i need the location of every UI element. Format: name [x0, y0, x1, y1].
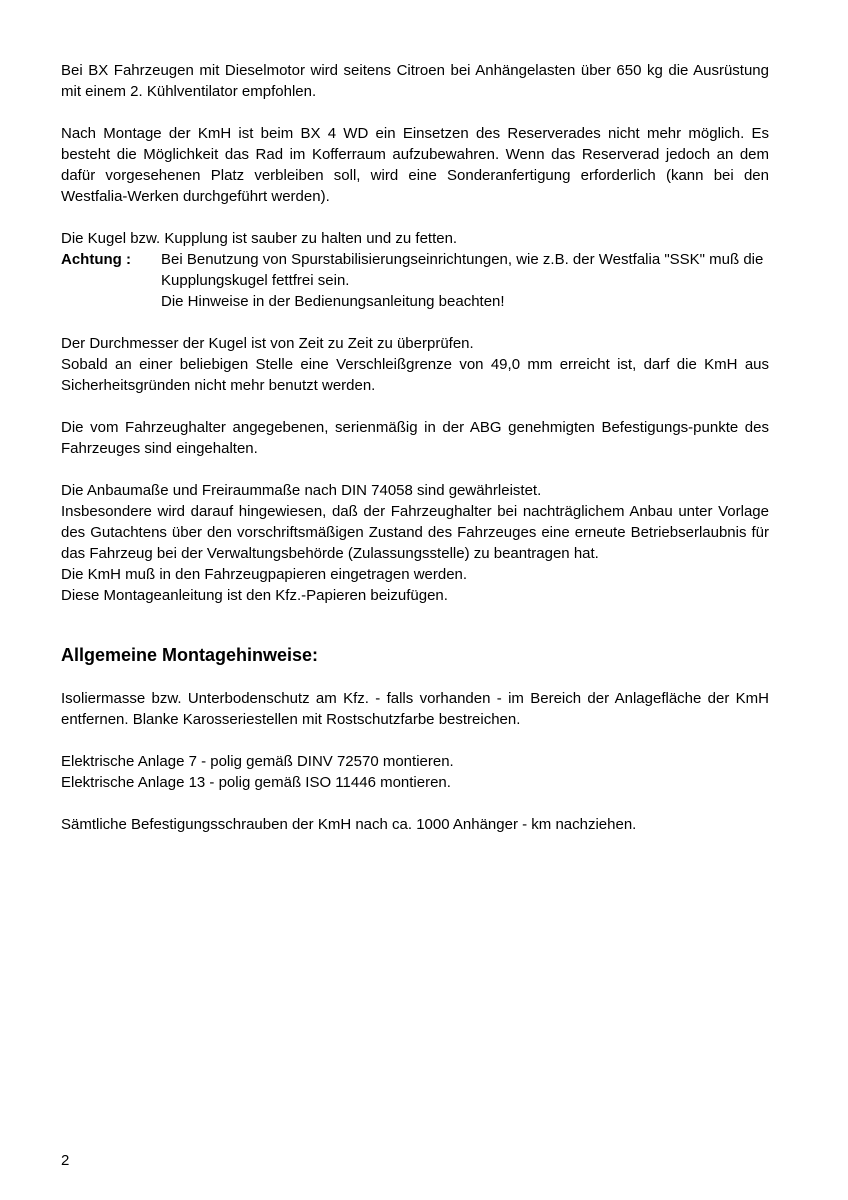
paragraph-ball-maintenance — [61, 228, 769, 312]
paragraph-insulation: Isoliermasse bzw. Unterbodenschutz am Kfz. - falls vorhanden - im Bereich der Anlagefläche der KmH entfernen. Blanke Karosseriestellen mit Rostschutzfarbe bestreichen. — [61, 690, 769, 728]
paragraph-spare-wheel: Nach Montage der KmH ist beim BX 4 WD ein Einsetzen des Reserverades nicht mehr möglich. Es besteht die Möglichkeit das Rad im Kofferraum aufzubewahren. Wenn das Reserverad jedoch an dem dafür vorgesehenen Platz verbleiben soll, wird eine Sonderanfertigung erforderlich (kann bei den Westfalia-Werken durchgeführt werden). — [61, 125, 769, 205]
registration-notice: Die KmH muß in den Fahrzeugpapieren eingetragen werden. — [61, 566, 468, 583]
achtung-text: Bei Benutzung von Spurstabilisierungseinrichtungen, wie z.B. der Westfalia "SSK" muß die Kupplungskugel fettfrei sein. — [161, 251, 764, 289]
paragraph-electrical — [61, 751, 769, 793]
electrical-7-pin: Elektrische Anlage 7 - polig gemäß DINV 72570 montieren. — [61, 753, 454, 770]
paragraph-mounting-points: Die vom Fahrzeughalter angegebenen, serienmäßig in der ABG genehmigten Befestigungs-punkte des Fahrzeuges sind eingehalten. — [61, 419, 769, 457]
section-heading: Allgemeine Montagehinweise: — [61, 645, 319, 665]
ball-wear-check: Der Durchmesser der Kugel ist von Zeit zu Zeit zu überprüfen. — [61, 335, 474, 352]
electrical-13-pin: Elektrische Anlage 13 - polig gemäß ISO 11446 montieren. — [61, 774, 451, 791]
achtung-note: Die Hinweise in der Bedienungsanleitung beachten! — [161, 293, 505, 310]
dimensions-statement: Die Anbaumaße und Freiraummaße nach DIN 74058 sind gewährleistet. — [61, 482, 542, 499]
achtung-notice — [61, 249, 769, 312]
achtung-body — [161, 249, 769, 312]
ball-wear-limit: Sobald an einer beliebigen Stelle eine Verschleißgrenze von 49,0 mm erreicht ist, darf die KmH aus Sicherheitsgründen nicht mehr benutzt werden. — [61, 356, 769, 394]
document-page — [61, 60, 769, 856]
papers-notice: Diese Montageanleitung ist den Kfz.-Papieren beizufügen. — [61, 587, 448, 604]
paragraph-diesel-cooling: Bei BX Fahrzeugen mit Dieselmotor wird seitens Citroen bei Anhängelasten über 650 kg die Ausrüstung mit einem 2. Kühlventilator empfohlen. — [61, 62, 769, 100]
paragraph-ball-wear — [61, 333, 769, 396]
approval-notice: Insbesondere wird darauf hingewiesen, daß der Fahrzeughalter bei nachträglichem Anbau unter Vorlage des Gutachtens über den vorschriftsmäßigen Zustand des Fahrzeuges eine erneute Betriebserlaubnis für das Fahrzeug bei der Verwaltungsbehörde (Zulassungsstelle) zu beantragen hat. — [61, 503, 769, 562]
paragraph-retighten: Sämtliche Befestigungsschrauben der KmH nach ca. 1000 Anhänger - km nachziehen. — [61, 816, 637, 833]
ball-maintenance-intro: Die Kugel bzw. Kupplung ist sauber zu halten und zu fetten. — [61, 230, 458, 247]
page-number: 2 — [61, 1152, 70, 1169]
achtung-label: Achtung : — [61, 251, 131, 268]
paragraph-dimensions-approval — [61, 480, 769, 606]
